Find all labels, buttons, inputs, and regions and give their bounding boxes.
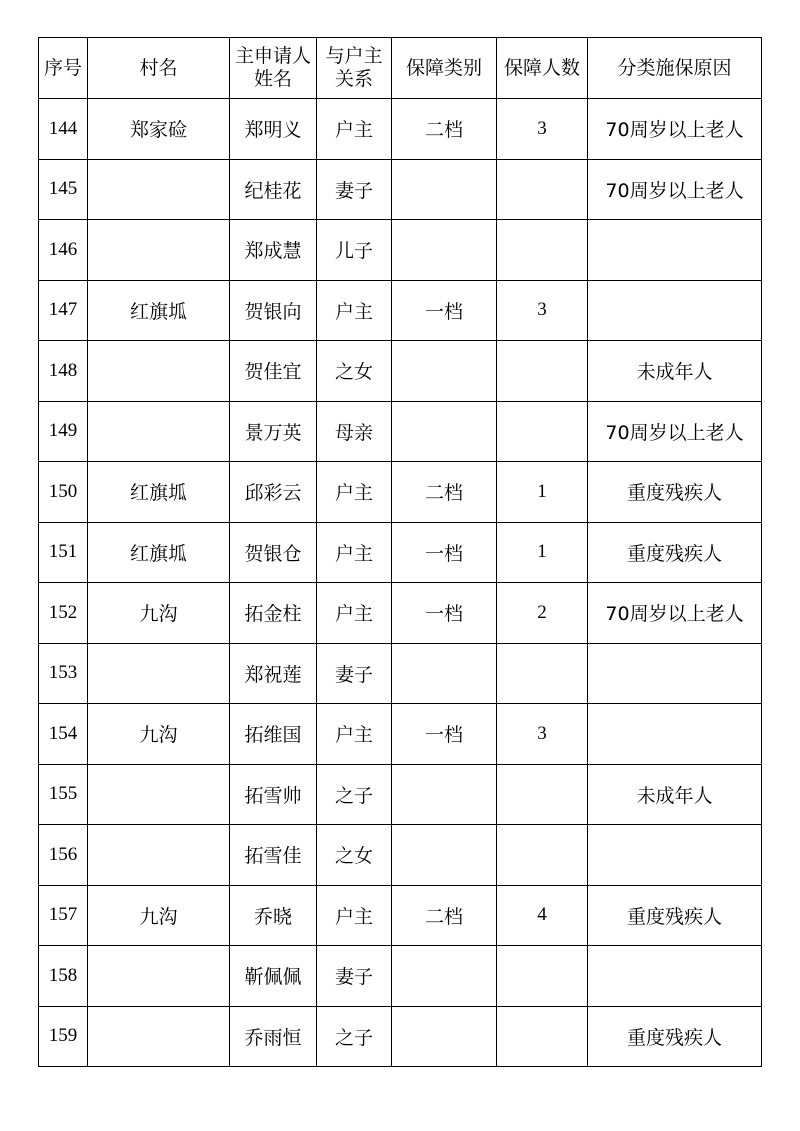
cell-relation: 之女 bbox=[317, 825, 392, 886]
cell-reason: 未成年人 bbox=[588, 341, 762, 402]
header-reason: 分类施保原因 bbox=[588, 38, 762, 99]
cell-category: 一档 bbox=[392, 280, 497, 341]
cell-applicant-name: 靳佩佩 bbox=[230, 946, 317, 1007]
cell-count bbox=[497, 946, 588, 1007]
cell-count: 3 bbox=[497, 704, 588, 765]
cell-village bbox=[88, 220, 230, 281]
table-row bbox=[39, 583, 762, 644]
cell-relation: 妻子 bbox=[317, 643, 392, 704]
cell-category bbox=[392, 1006, 497, 1067]
cell-applicant-name: 景万英 bbox=[230, 401, 317, 462]
table-row bbox=[39, 159, 762, 220]
header-count: 保障人数 bbox=[497, 38, 588, 99]
cell-applicant-name: 贺银仓 bbox=[230, 522, 317, 583]
cell-seq: 158 bbox=[39, 946, 88, 1007]
cell-reason bbox=[588, 825, 762, 886]
cell-seq: 157 bbox=[39, 885, 88, 946]
cell-seq: 153 bbox=[39, 643, 88, 704]
table-row bbox=[39, 1006, 762, 1067]
table-row bbox=[39, 704, 762, 765]
cell-category bbox=[392, 159, 497, 220]
cell-seq: 156 bbox=[39, 825, 88, 886]
header-category: 保障类别 bbox=[392, 38, 497, 99]
table-row bbox=[39, 341, 762, 402]
cell-count bbox=[497, 825, 588, 886]
cell-seq: 144 bbox=[39, 99, 88, 160]
cell-category: 一档 bbox=[392, 522, 497, 583]
cell-reason: 重度残疾人 bbox=[588, 462, 762, 523]
table-row bbox=[39, 462, 762, 523]
cell-seq: 159 bbox=[39, 1006, 88, 1067]
cell-count: 4 bbox=[497, 885, 588, 946]
cell-reason: 重度残疾人 bbox=[588, 522, 762, 583]
cell-seq: 146 bbox=[39, 220, 88, 281]
cell-count bbox=[497, 643, 588, 704]
cell-applicant-name: 拓雪佳 bbox=[230, 825, 317, 886]
cell-applicant-name: 郑成慧 bbox=[230, 220, 317, 281]
table-body bbox=[39, 99, 762, 1067]
cell-reason bbox=[588, 280, 762, 341]
cell-reason: 70周岁以上老人 bbox=[588, 99, 762, 160]
cell-applicant-name: 拓金柱 bbox=[230, 583, 317, 644]
cell-applicant-name: 拓雪帅 bbox=[230, 764, 317, 825]
header-row bbox=[39, 38, 762, 99]
cell-village: 九沟 bbox=[88, 885, 230, 946]
cell-count bbox=[497, 764, 588, 825]
table-row bbox=[39, 825, 762, 886]
cell-count: 1 bbox=[497, 522, 588, 583]
cell-relation: 之女 bbox=[317, 341, 392, 402]
cell-applicant-name: 郑明义 bbox=[230, 99, 317, 160]
cell-count bbox=[497, 159, 588, 220]
table-row bbox=[39, 220, 762, 281]
table-row bbox=[39, 99, 762, 160]
cell-reason: 未成年人 bbox=[588, 764, 762, 825]
cell-relation: 户主 bbox=[317, 583, 392, 644]
cell-applicant-name: 纪桂花 bbox=[230, 159, 317, 220]
cell-applicant-name: 邱彩云 bbox=[230, 462, 317, 523]
cell-village: 红旗坬 bbox=[88, 522, 230, 583]
cell-relation: 户主 bbox=[317, 522, 392, 583]
cell-relation: 户主 bbox=[317, 462, 392, 523]
cell-count: 1 bbox=[497, 462, 588, 523]
cell-count bbox=[497, 401, 588, 462]
cell-applicant-name: 贺佳宜 bbox=[230, 341, 317, 402]
cell-category bbox=[392, 341, 497, 402]
cell-count: 3 bbox=[497, 99, 588, 160]
cell-reason: 70周岁以上老人 bbox=[588, 583, 762, 644]
cell-category bbox=[392, 946, 497, 1007]
cell-relation: 之子 bbox=[317, 1006, 392, 1067]
cell-village: 红旗坬 bbox=[88, 280, 230, 341]
cell-category: 二档 bbox=[392, 462, 497, 523]
cell-count: 3 bbox=[497, 280, 588, 341]
table-row bbox=[39, 522, 762, 583]
table-row bbox=[39, 401, 762, 462]
cell-village bbox=[88, 946, 230, 1007]
cell-seq: 152 bbox=[39, 583, 88, 644]
cell-applicant-name: 郑祝莲 bbox=[230, 643, 317, 704]
cell-reason bbox=[588, 946, 762, 1007]
table-row bbox=[39, 280, 762, 341]
cell-reason: 70周岁以上老人 bbox=[588, 159, 762, 220]
cell-category: 一档 bbox=[392, 583, 497, 644]
cell-reason bbox=[588, 220, 762, 281]
cell-village bbox=[88, 1006, 230, 1067]
cell-seq: 147 bbox=[39, 280, 88, 341]
cell-seq: 148 bbox=[39, 341, 88, 402]
cell-village bbox=[88, 401, 230, 462]
cell-village: 郑家硷 bbox=[88, 99, 230, 160]
cell-seq: 150 bbox=[39, 462, 88, 523]
cell-relation: 儿子 bbox=[317, 220, 392, 281]
cell-reason bbox=[588, 643, 762, 704]
cell-reason bbox=[588, 704, 762, 765]
cell-reason: 重度残疾人 bbox=[588, 1006, 762, 1067]
cell-category: 二档 bbox=[392, 99, 497, 160]
cell-village: 九沟 bbox=[88, 583, 230, 644]
header-applicant: 主申请人姓名 bbox=[230, 38, 317, 99]
cell-relation: 户主 bbox=[317, 704, 392, 765]
cell-village bbox=[88, 159, 230, 220]
cell-relation: 妻子 bbox=[317, 946, 392, 1007]
cell-applicant-name: 拓维国 bbox=[230, 704, 317, 765]
cell-relation: 户主 bbox=[317, 280, 392, 341]
cell-village: 红旗坬 bbox=[88, 462, 230, 523]
cell-seq: 154 bbox=[39, 704, 88, 765]
cell-relation: 母亲 bbox=[317, 401, 392, 462]
cell-category bbox=[392, 825, 497, 886]
cell-village bbox=[88, 825, 230, 886]
cell-category bbox=[392, 401, 497, 462]
cell-category: 二档 bbox=[392, 885, 497, 946]
cell-village: 九沟 bbox=[88, 704, 230, 765]
cell-category: 一档 bbox=[392, 704, 497, 765]
cell-category bbox=[392, 220, 497, 281]
cell-applicant-name: 贺银向 bbox=[230, 280, 317, 341]
cell-count bbox=[497, 341, 588, 402]
table-header bbox=[39, 38, 762, 99]
cell-reason: 70周岁以上老人 bbox=[588, 401, 762, 462]
cell-relation: 妻子 bbox=[317, 159, 392, 220]
header-seq: 序号 bbox=[39, 38, 88, 99]
cell-count bbox=[497, 1006, 588, 1067]
cell-category bbox=[392, 643, 497, 704]
cell-seq: 151 bbox=[39, 522, 88, 583]
cell-relation: 户主 bbox=[317, 885, 392, 946]
cell-relation: 户主 bbox=[317, 99, 392, 160]
assistance-table bbox=[38, 37, 762, 1067]
table-row bbox=[39, 643, 762, 704]
cell-applicant-name: 乔雨恒 bbox=[230, 1006, 317, 1067]
cell-applicant-name: 乔晓 bbox=[230, 885, 317, 946]
cell-seq: 149 bbox=[39, 401, 88, 462]
table-row bbox=[39, 764, 762, 825]
cell-village bbox=[88, 643, 230, 704]
cell-village bbox=[88, 341, 230, 402]
header-village: 村名 bbox=[88, 38, 230, 99]
cell-reason: 重度残疾人 bbox=[588, 885, 762, 946]
cell-seq: 145 bbox=[39, 159, 88, 220]
table-row bbox=[39, 885, 762, 946]
header-relation: 与户主关系 bbox=[317, 38, 392, 99]
table-row bbox=[39, 946, 762, 1007]
cell-village bbox=[88, 764, 230, 825]
cell-count bbox=[497, 220, 588, 281]
cell-count: 2 bbox=[497, 583, 588, 644]
cell-seq: 155 bbox=[39, 764, 88, 825]
cell-category bbox=[392, 764, 497, 825]
cell-relation: 之子 bbox=[317, 764, 392, 825]
